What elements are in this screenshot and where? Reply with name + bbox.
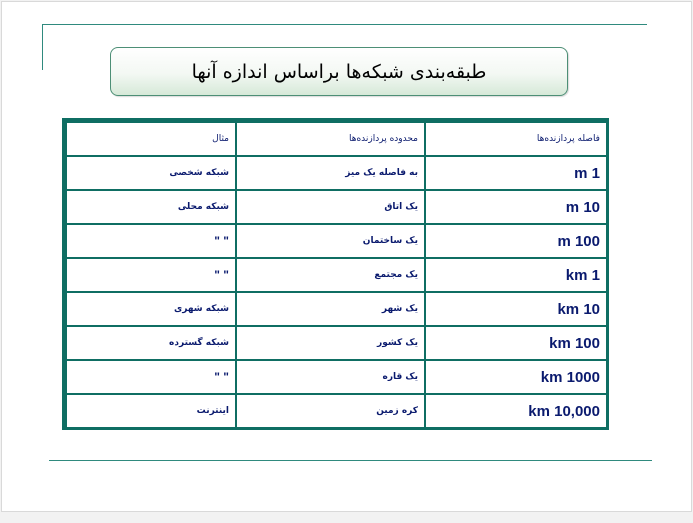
size-classification-table — [62, 118, 609, 430]
table-row — [66, 190, 607, 224]
table-row — [66, 292, 607, 326]
scope-cell: یک ساختمان — [236, 224, 425, 258]
example-cell: " " — [66, 360, 236, 394]
decorative-top-line — [42, 24, 647, 25]
scope-cell: یک مجتمع — [236, 258, 425, 292]
scope-cell: یک قاره — [236, 360, 425, 394]
table — [65, 121, 608, 429]
scope-cell: یک اتاق — [236, 190, 425, 224]
distance-cell: 1 m — [425, 156, 607, 190]
page-title: طبقه‌بندی شبکه‌ها براساس اندازه آنها — [191, 60, 487, 83]
header-scope: محدوده پردازنده‌ها — [236, 122, 425, 156]
example-cell: " " — [66, 258, 236, 292]
decorative-vertical-line — [42, 24, 43, 70]
scope-cell: کره زمین — [236, 394, 425, 428]
example-cell: شبکه شهری — [66, 292, 236, 326]
header-example: مثال — [66, 122, 236, 156]
scope-cell: یک شهر — [236, 292, 425, 326]
distance-cell: 1000 km — [425, 360, 607, 394]
table-row — [66, 394, 607, 428]
table-row — [66, 258, 607, 292]
table-row — [66, 224, 607, 258]
decorative-bottom-line — [49, 460, 652, 461]
example-cell: شبکه شخصی — [66, 156, 236, 190]
slide — [1, 1, 692, 512]
distance-cell: 100 km — [425, 326, 607, 360]
distance-cell: 10 m — [425, 190, 607, 224]
table-row — [66, 360, 607, 394]
distance-cell: 10,000 km — [425, 394, 607, 428]
distance-cell: 100 m — [425, 224, 607, 258]
example-cell: شبکه گسترده — [66, 326, 236, 360]
distance-cell: 10 km — [425, 292, 607, 326]
header-distance: فاصله پردازنده‌ها — [425, 122, 607, 156]
table-row — [66, 156, 607, 190]
example-cell: اینترنت — [66, 394, 236, 428]
table-header-row — [66, 122, 607, 156]
table-row — [66, 326, 607, 360]
scope-cell: یک کشور — [236, 326, 425, 360]
title-box — [110, 47, 568, 96]
example-cell: " " — [66, 224, 236, 258]
scope-cell: به فاصله یک میز — [236, 156, 425, 190]
distance-cell: 1 km — [425, 258, 607, 292]
example-cell: شبکه محلی — [66, 190, 236, 224]
